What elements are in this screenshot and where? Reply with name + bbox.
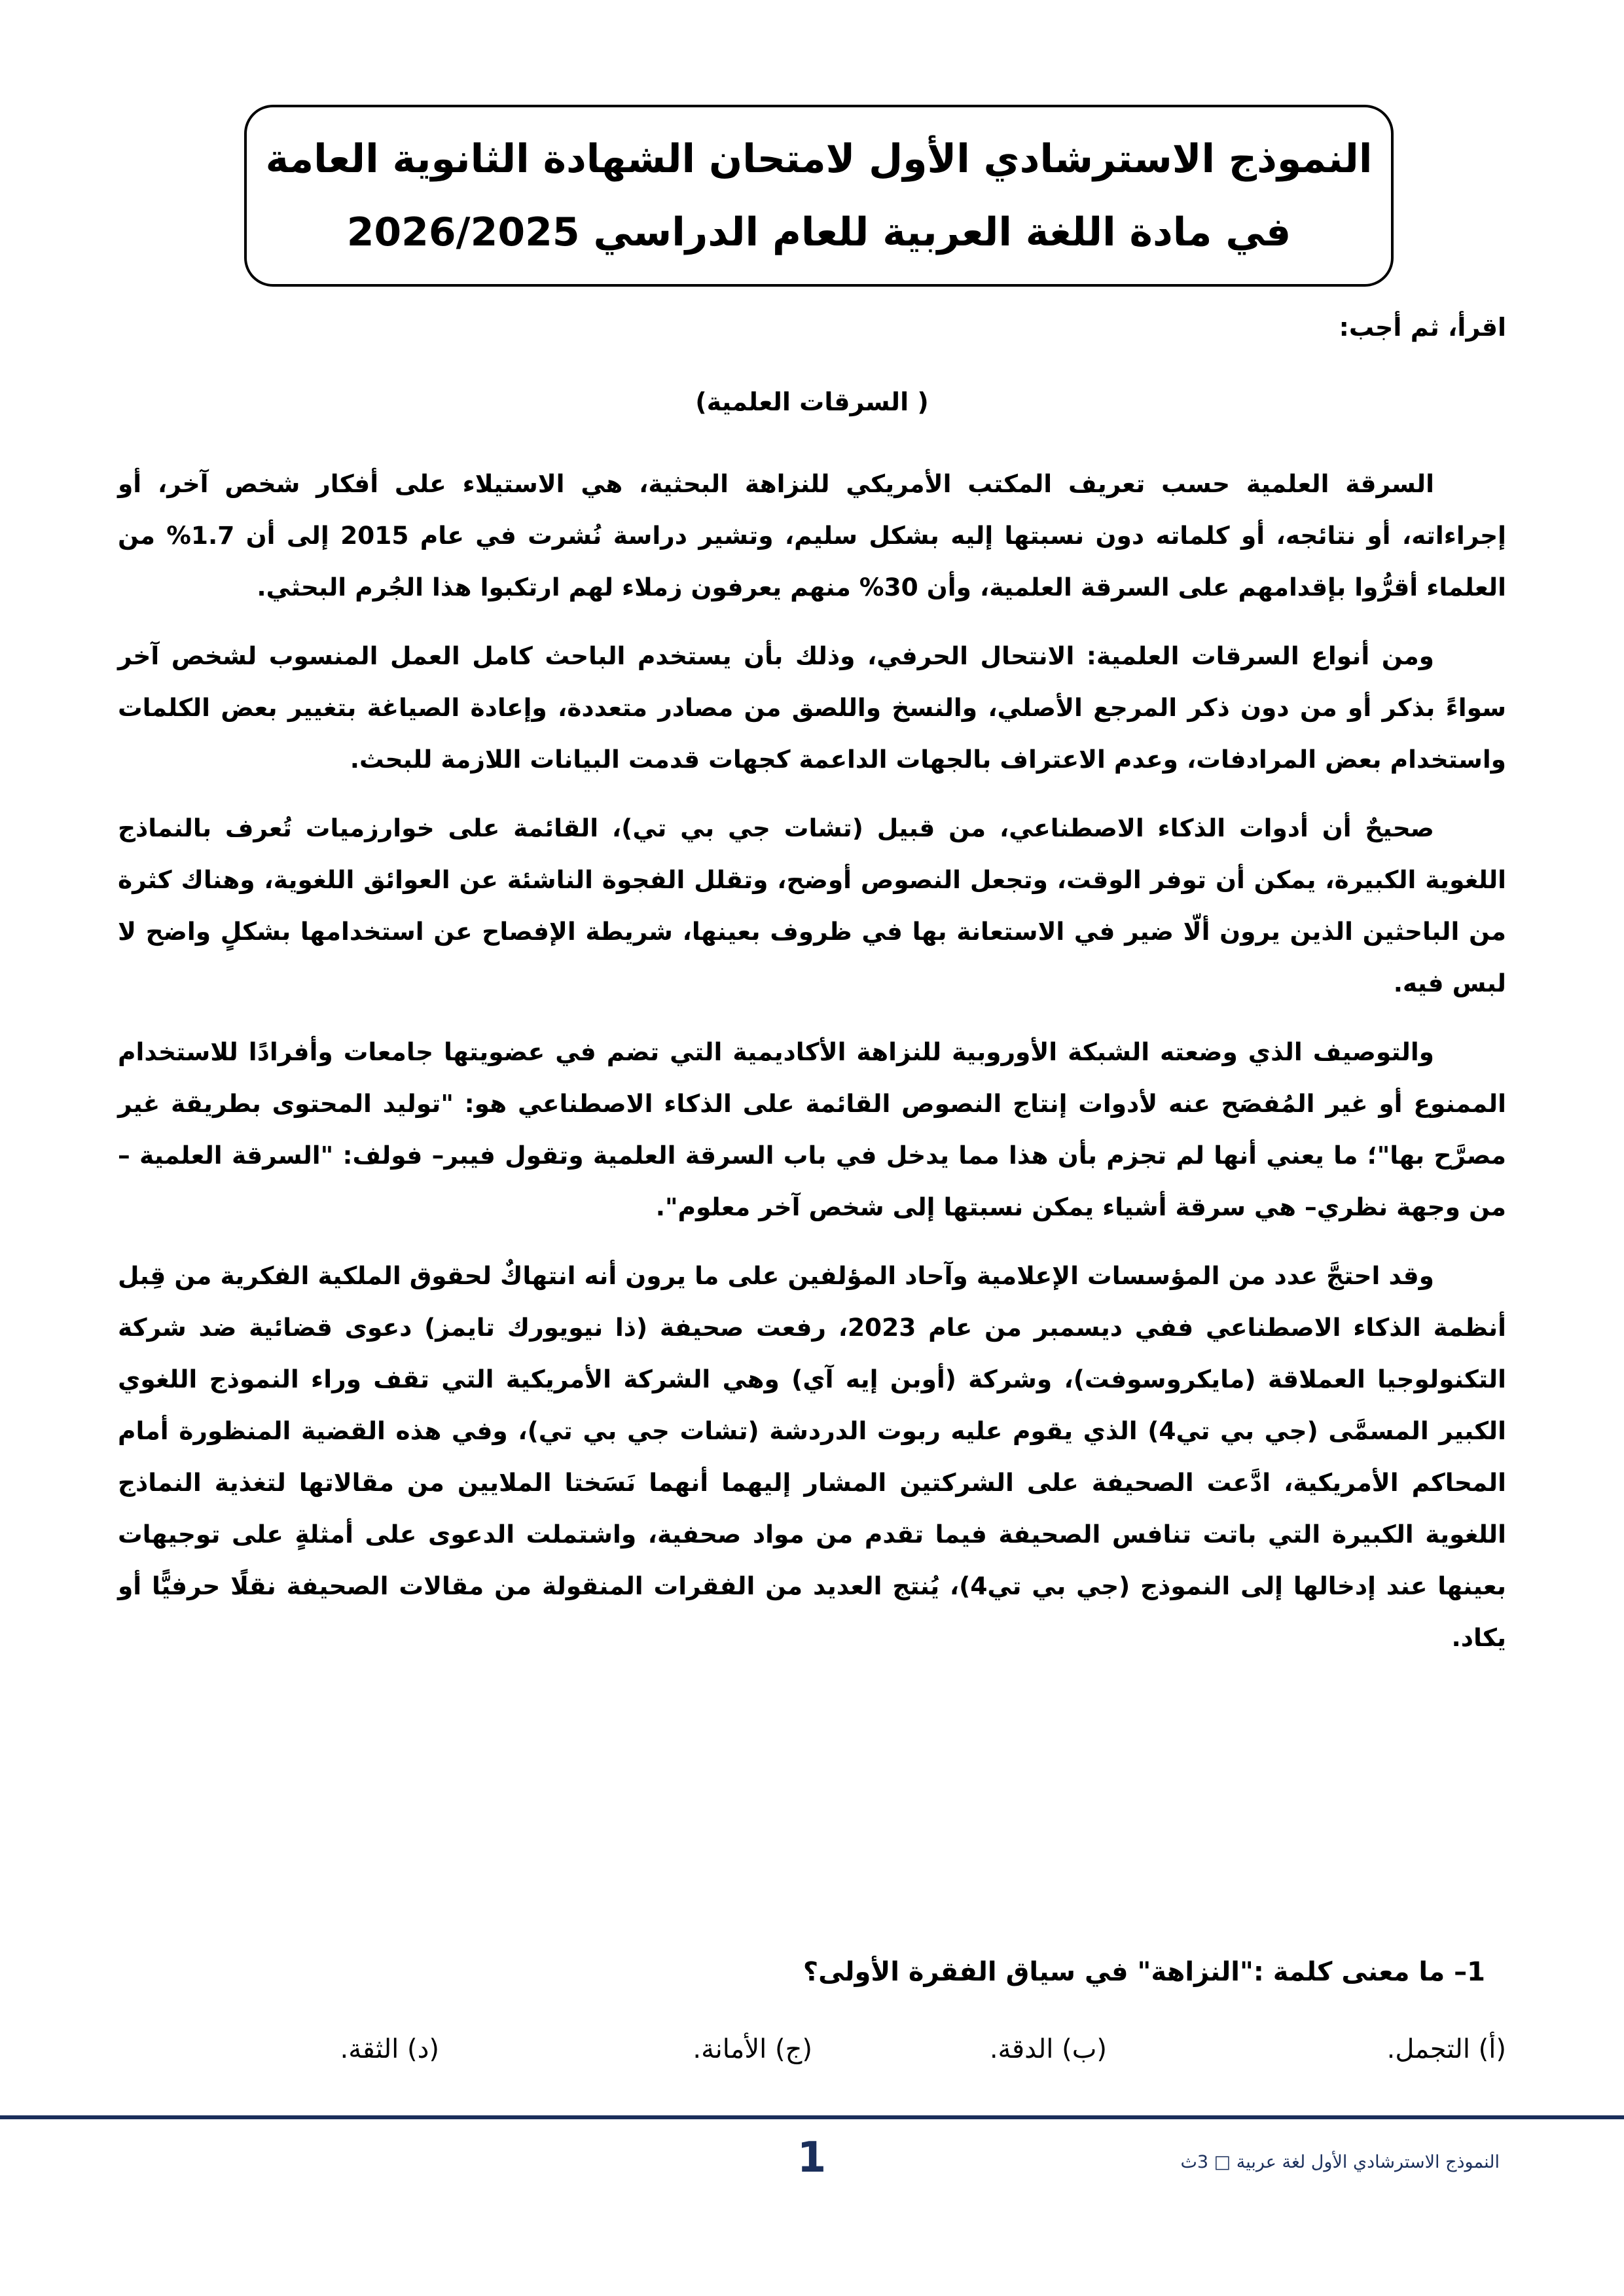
question-number: 1– [1454, 1957, 1485, 1987]
paragraph-2: ومن أنواع السرقات العلمية: الانتحال الحرفي، وذلك بأن يستخدم الباحث كامل العمل المنسوب لشخص آخر سواءً بذكر أو من دون ذكر المرجع الأصلي، والنسخ واللصق من مصادر متعددة، وإعادة الصياغة بتغيير بعض الكلمات واستخدام بعض المرادفات، وعدم الاعتراف بالجهات الداعمة كجهات قدمت البيانات اللازمة للبحث. [118, 641, 1506, 774]
title-box [244, 105, 1394, 287]
paragraph-4: والتوصيف الذي وضعته الشبكة الأوروبية للنزاهة الأكاديمية التي تضم في عضويتها جامعات وأفرادًا للاستخدام الممنوع أو غير المُفصَح عنه لأدوات إنتاج النصوص القائمة على الذكاء الاصطناعي هو: "توليد المحتوى بطريقة غير مصرَّح بها"؛ ما يعني أنها لم تجزم بأن هذا مما يدخل في باب السرقة العلمية وتقول فيبر– فولف: "السرقة العلمية – من وجهة نظري– هي سرقة أشياء يمكن نسبتها إلى شخص آخر معلوم". [118, 1037, 1506, 1221]
paragraph-1: السرقة العلمية حسب تعريف المكتب الأمريكي للنزاهة البحثية، هي الاستيلاء على أفكار شخص آخر، أو إجراءاته، أو نتائجه، أو كلماته دون نسبتها إليه بشكل سليم، وتشير دراسة نُشرت في عام 2015 إلى أن 1.7% من العلماء أقرُّوا بإقدامهم على السرقة العلمية، وأن 30% منهم يعرفون زملاء لهم ارتكبوا هذا الجُرم البحثي. [118, 469, 1506, 601]
question-1 [803, 1957, 1485, 1987]
option-c[interactable]: (ج) الأمانة. [693, 2034, 812, 2064]
title-line-1: النموذج الاسترشادي الأول لامتحان الشهادة الثانوية العامة [265, 136, 1373, 182]
option-d[interactable]: (د) الثقة. [340, 2034, 439, 2064]
title-line-2: في مادة اللغة العربية للعام الدراسي 2026/2025 [346, 209, 1291, 255]
paragraph-3: صحيحٌ أن أدوات الذكاء الاصطناعي، من قبيل (تشات جي بي تي)، القائمة على خوارزميات تُعرف بالنماذج اللغوية الكبيرة، يمكن أن توفر الوقت، وتجعل النصوص أوضح، وتقلل الفجوة الناشئة عن العوائق اللغوية، وهناك كثرة من الباحثين الذين يرون ألّا ضير في الاستعانة بها في ظروف بعينها، شريطة الإفصاح عن استخدامها بشكلٍ واضح لا لبس فيه. [118, 814, 1506, 997]
option-a[interactable]: (أ) التجمل. [1386, 2034, 1506, 2064]
instruction: اقرأ، ثم أجب: [1339, 313, 1506, 342]
answer-options [118, 2034, 1506, 2076]
paragraph-5: وقد احتجَّ عدد من المؤسسات الإعلامية وآحاد المؤلفين على ما يرون أنه انتهاكٌ لحقوق الملكية الفكرية من قِبل أنظمة الذكاء الاصطناعي ففي ديسمبر من عام 2023، رفعت صحيفة (ذا نيويورك تايمز) دعوى قضائية ضد شركة التكنولوجيا العملاقة (مايكروسوفت)، وشركة (أوبن إيه آي) وهي الشركة الأمريكية التي تقف وراء النموذج اللغوي الكبير المسمَّى (جي بي تي4) الذي يقوم عليه ربوت الدردشة (تشات جي بي تي)، وفي هذه القضية المنظورة أمام المحاكم الأمريكية، ادَّعت الصحيفة على الشركتين المشار إليهما أنهما نَسَختا الملايين من مقالاتها لتغذية النماذج اللغوية الكبيرة التي باتت تنافس الصحيفة فيما تقدم من مواد صحفية، واشتملت الدعوى على أمثلةٍ على توجيهات بعينها عند إدخالها إلى النموذج (جي بي تي4)، يُنتج العديد من الفقرات المنقولة من مقالات الصحيفة نقلًا حرفيًّا أو يكاد. [118, 1261, 1507, 1652]
footer-label: النموذج الاسترشادي الأول لغة عربية □ 3ث [1180, 2152, 1500, 2172]
article-title: ( السرقات العلمية) [695, 387, 929, 416]
footer-divider [0, 2115, 1624, 2119]
page-number: 1 [797, 2134, 827, 2182]
option-b[interactable]: (ب) الدقة. [989, 2034, 1107, 2064]
article-body [118, 458, 1506, 1681]
question-text: ما معنى كلمة :"النزاهة" في سياق الفقرة الأولى؟ [803, 1957, 1445, 1987]
